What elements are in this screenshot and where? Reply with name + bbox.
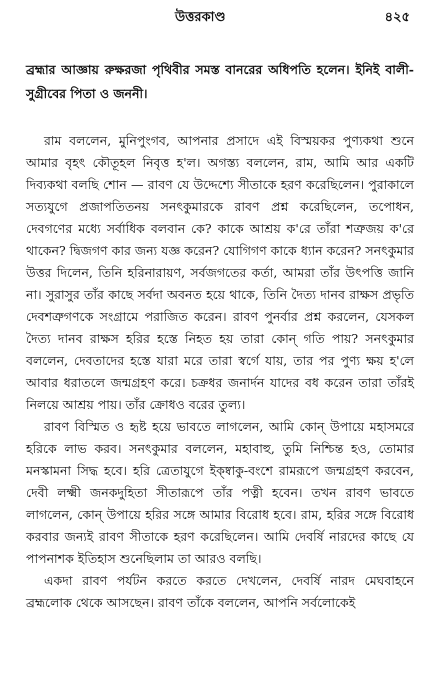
paragraph: রাবণ বিস্মিত ও হৃষ্ট হয়ে ভাবতে লাগলেন, আমি কোন্ উপায়ে মহাসমরে হরিকে লাভ করব। সনৎকুমার বললেন, মহাবাহু, তুমি নিশ্চিন্ত হও, তোমার মনস্কামনা সিদ্ধ হবে। হরি ত্রেতাযুগে ইক্ষ্বাকু-বংশে রামরূপে জন্মগ্রহণ করবেন, দেবী লক্ষ্মী জনকদুহিতা সীতারূপে তাঁর পত্নী হবেন। তখন রাবণ ভাবতে লাগলেন, কোন্ উপায়ে হরির সঙ্গে আমার বিরোধ হবে। রাম, হরির সঙ্গে বিরোধ করবার জন্যই রাবণ সীতাকে হরণ করেছিলেন। আমি দেবর্ষি নারদের কাছে যে পাপনাশক ইতিহাস শুনেছিলাম তা আরও বলছি।	[26, 419, 414, 566]
paragraph: রাম বললেন, মুনিপুংগব, আপনার প্রসাদে এই বিস্ময়কর পুণ্যকথা শুনে আমার বৃহৎ কৌতূহল নিবৃত্ত হ'ল। অগস্ত্য বললেন, রাম, আমি আর একটি দিব্যকথা বলছি শোন — রাবণ যে উদ্দেশ্যে সীতাকে হরণ করেছিলেন। পুরাকালে সত্যযুগে প্রজাপতিতনয় সনৎকুমারকে রাবণ প্রশ্ন করেছিলেন, তপোধন, দেবগণের মধ্যে সর্বাধিক বলবান কে? কাকে আশ্রয় ক'রে তাঁরা শত্রুজয় ক'রে থাকেন? দ্বিজগণ কার জন্য যজ্ঞ করেন? যোগিগণ কাকে ধ্যান করেন? সনৎকুমার উত্তর দিলেন, তিনি হরিনারায়ণ, সর্বজগতের কর্তা, আমরা তাঁর উৎপত্তি জানি না। সুরাসুর তাঁর কাছে সর্বদা অবনত হয়ে থাকে, তিনি দৈত্য দানব রাক্ষস প্রভৃতি দেবশত্রুগণকে সংগ্রামে পরাজিত করেন। রাবণ পুনর্বার প্রশ্ন করলেন, যেসকল দৈত্য দানব রাক্ষস হরির হস্তে নিহত হয় তারা কোন্ গতি পায়? সনৎকুমার বললেন, দেবতাদের হস্তে যারা মরে তারা স্বর্গে যায়, তার পর পুণ্য ক্ষয় হ'লে আবার ধরাতলে জন্মগ্রহণ করে। চক্রধর জনার্দন যাদের বধ করেন তারা তাঁরই নিলয়ে আশ্রয় পায়। তাঁর ক্রোধও বরের তুল্য।	[26, 133, 414, 412]
page-number: ৪২৫	[384, 10, 410, 25]
running-header	[30, 8, 410, 26]
running-title: উত্তরকাণ্ড	[175, 10, 226, 25]
paragraph-intro: ব্রহ্মার আজ্ঞায় রুক্ষরজা পৃথিবীর সমস্ত বানরের অধিপতি হলেন। ইনিই বালী-সুগ্রীবের পিতা ও জননী।	[26, 62, 414, 101]
body-text	[26, 58, 414, 614]
paragraph: একদা রাবণ পর্যটন করতে করতে দেখলেন, দেবর্ষি নারদ মেঘবাহনে ব্রহ্মলোক থেকে আসছেন। রাবণ তাঁকে বললেন, আপনি সর্বলোকেই	[26, 573, 414, 610]
